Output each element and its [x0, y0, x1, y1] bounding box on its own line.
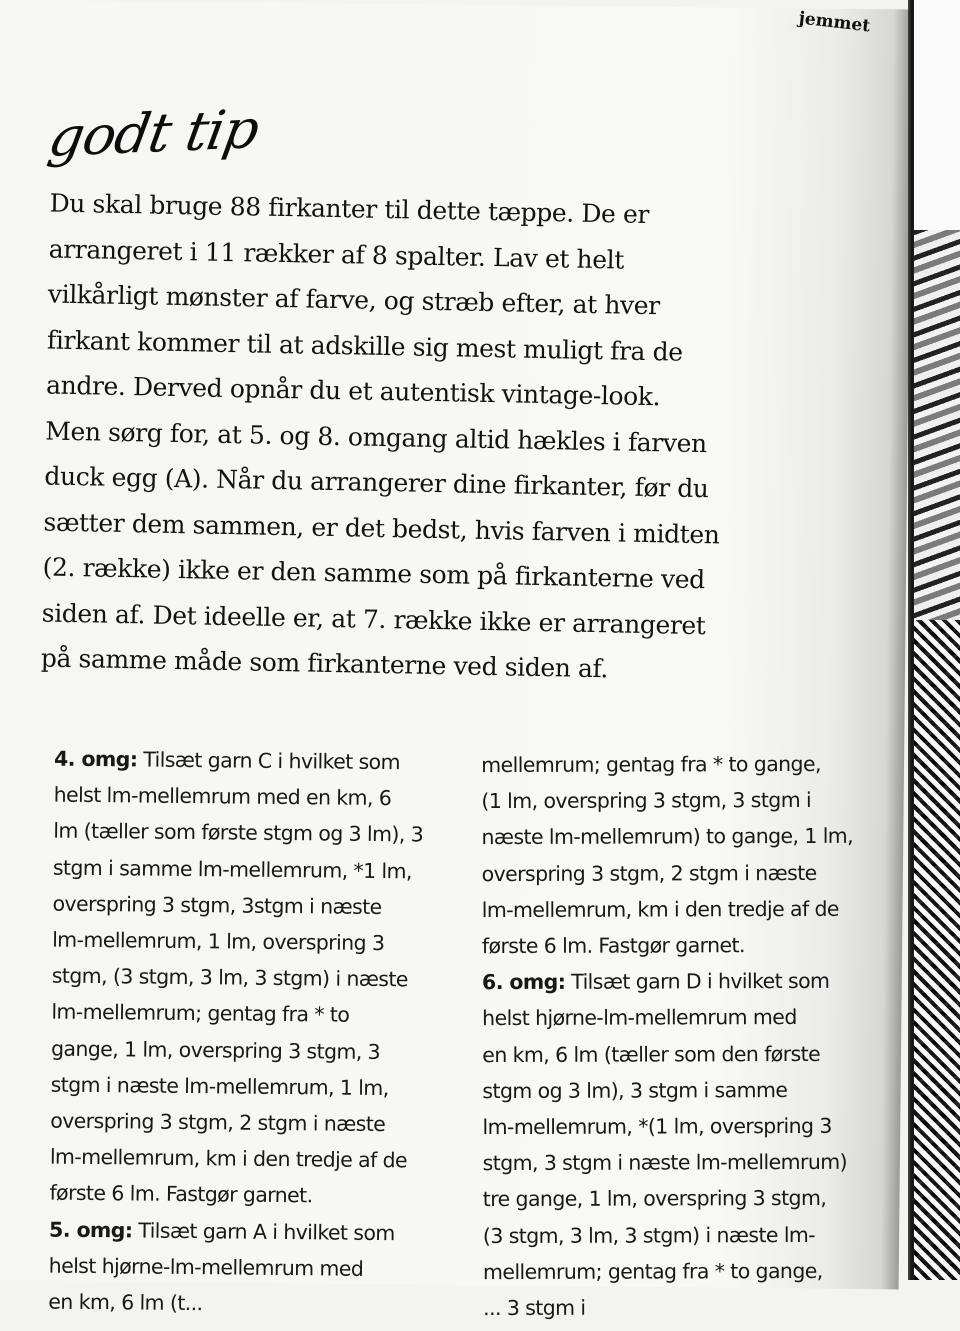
instruction-line: en km, 6 lm (t...: [48, 1284, 438, 1324]
instruction-line: lm (tæller som første stgm og 3 lm), 3: [53, 813, 443, 853]
instruction-line: overspring 3 stgm, 2 stgm i næste: [482, 854, 872, 892]
instruction-line: første 6 lm. Fastgør garnet.: [49, 1175, 439, 1215]
tip-line: andre. Derved opnår du et autentisk vintage-look.: [46, 363, 847, 424]
instruction-line: (3 stgm, 3 lm, 3 stgm) i næste lm-: [483, 1216, 873, 1254]
facing-page-photo: [914, 0, 960, 1280]
tip-line: arrangeret i 11 rækker af 8 spalter. Lav et helt: [48, 226, 849, 287]
tip-line: Men sørg for, at 5. og 8. omgang altid hækles i farven: [45, 408, 846, 469]
instruction-line: lm-mellemrum; gentag fra * to: [51, 994, 441, 1034]
instruction-line: lm-mellemrum, km i den tredje af de: [50, 1139, 440, 1179]
tip-line: sætter dem sammen, er det bedst, hvis farven i midten: [43, 499, 844, 560]
running-head: jemmet: [798, 8, 871, 36]
tip-line: Du skal bruge 88 firkanter til dette tæppe. De er: [49, 181, 850, 242]
instruction-line: næste lm-mellemrum) to gange, 1 lm,: [481, 818, 871, 856]
instruction-line: helst lm-mellemrum med en km, 6: [53, 777, 443, 817]
tip-body: [41, 181, 850, 697]
tip-line: vilkårligt mønster af farve, og stræb efter, at hver: [47, 272, 848, 333]
instruction-line: tre gange, 1 lm, overspring 3 stgm,: [483, 1180, 873, 1218]
instruction-line: lm-mellemrum, km i den tredje af de: [482, 891, 872, 929]
instructions-right-column: [481, 746, 873, 1327]
round-6-label: 6. omg:: [482, 970, 565, 994]
instruction-line: stgm, (3 stgm, 3 lm, 3 stgm) i næste: [52, 958, 442, 998]
round-5-text: Tilsæt garn A i hvilket som: [132, 1218, 395, 1245]
crochet-blanket-image-detail: [914, 620, 960, 1280]
instruction-line: første 6 lm. Fastgør garnet.: [482, 927, 872, 965]
instruction-line: en km, 6 lm (tæller som den første: [482, 1035, 872, 1073]
round-5-label: 5. omg:: [49, 1217, 133, 1242]
instruction-line: mellemrum; gentag fra * to gange,: [483, 1253, 873, 1291]
instruction-line: helst hjørne-lm-mellemrum med: [49, 1247, 439, 1287]
instruction-line: overspring 3 stgm, 3stgm i næste: [52, 885, 442, 925]
instructions: [48, 741, 854, 1309]
instruction-line: lm-mellemrum, *(1 lm, overspring 3: [482, 1108, 872, 1146]
margin-mark: [0, 1058, 1, 1082]
round-4-label: 4. omg:: [54, 747, 138, 772]
instruction-line: overspring 3 stgm, 2 stgm i næste: [50, 1103, 440, 1143]
instructions-left-column: [48, 741, 444, 1324]
tip-line: på samme måde som firkanterne ved siden af.: [41, 635, 842, 696]
instruction-line: gange, 1 lm, overspring 3 stgm, 3: [51, 1030, 441, 1070]
round-4-text: Tilsæt garn C i hvilket som: [137, 747, 400, 774]
tip-line: (2. række) ikke er den samme som på firkanterne ved: [42, 544, 843, 605]
instruction-line: lm-mellemrum, 1 lm, overspring 3: [52, 922, 442, 962]
round-4-first-line: [54, 741, 444, 781]
instruction-line: (1 lm, overspring 3 stgm, 3 stgm i: [481, 782, 871, 820]
tip-line: firkant kommer til at adskille sig mest muligt fra de: [47, 317, 848, 378]
instruction-line: stgm i næste lm-mellemrum, 1 lm,: [50, 1066, 440, 1106]
instruction-line: stgm i samme lm-mellemrum, *1 lm,: [53, 849, 443, 889]
round-5-first-line: [49, 1211, 439, 1251]
tip-line: duck egg (A). Når du arrangerer dine firkanter, før du: [44, 453, 845, 514]
tip-heading: godt tip: [44, 97, 263, 168]
round-6-first-line: [482, 963, 872, 1001]
instruction-line: ... 3 stgm i: [483, 1289, 873, 1327]
instruction-line: stgm og 3 lm), 3 stgm i samme: [482, 1072, 872, 1110]
round-6-text: Tilsæt garn D i hvilket som: [565, 969, 829, 994]
tip-line: siden af. Det ideelle er, at 7. række ikke er arrangeret: [41, 590, 842, 651]
instruction-line: mellemrum; gentag fra * to gange,: [481, 746, 871, 784]
instruction-line: helst hjørne-lm-mellemrum med: [482, 999, 872, 1037]
instruction-line: stgm, 3 stgm i næste lm-mellemrum): [483, 1144, 873, 1182]
